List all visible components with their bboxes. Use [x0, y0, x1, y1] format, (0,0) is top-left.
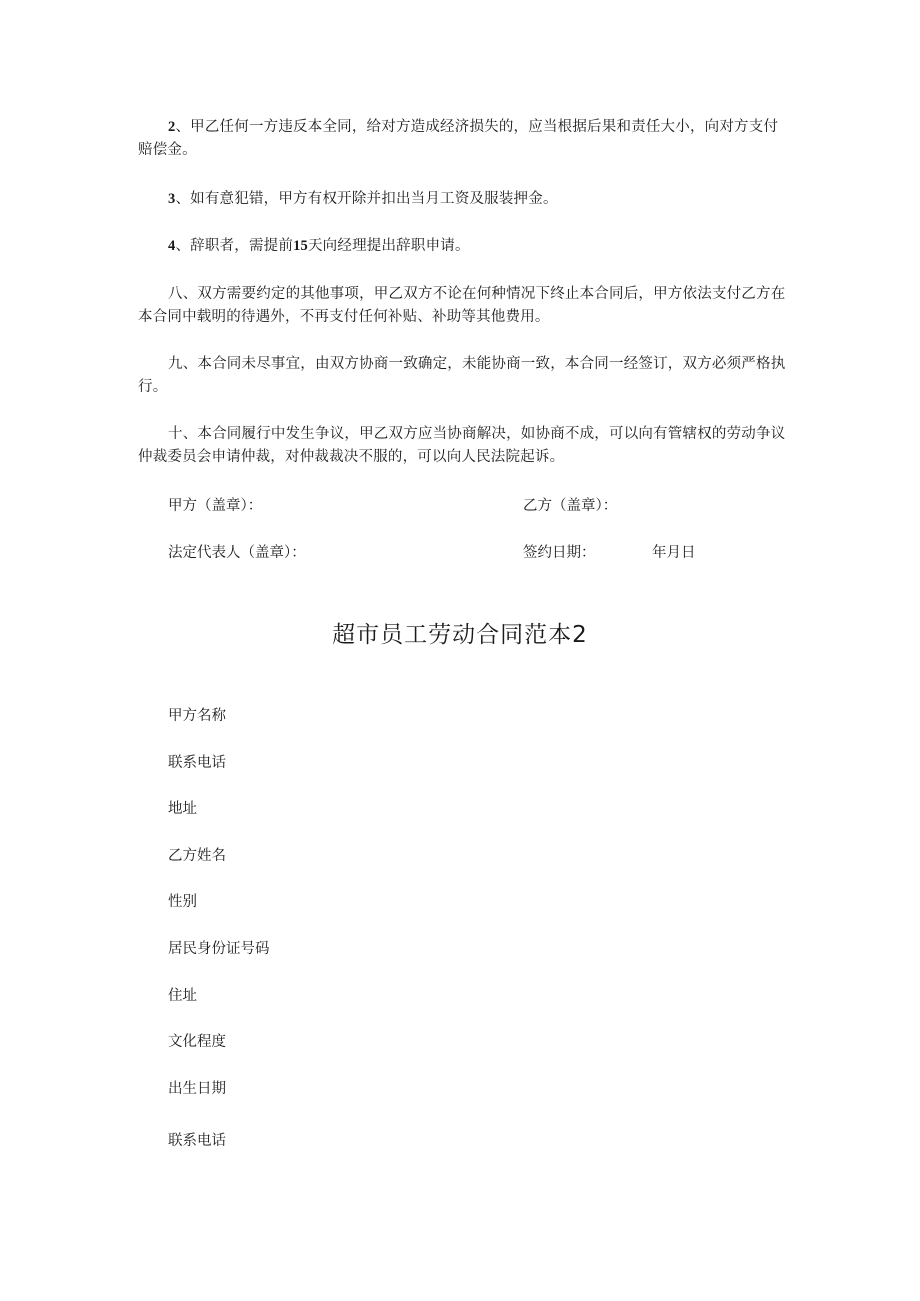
field-address: 地址: [168, 801, 197, 817]
article-10: 十、本合同履行中发生争议，甲乙双方应当协商解决，如协商不成，可以向有管辖权的劳动争议仲裁委员会申请仲裁，对仲裁裁决不服的，可以向人民法院起诉。: [138, 426, 786, 465]
clause-number: 4: [168, 238, 176, 254]
party-a-seal: 甲方（盖章）：: [168, 498, 263, 514]
field-contact-phone-2: 联系电话: [168, 1133, 226, 1149]
clause-2: [138, 116, 786, 162]
article-9: 九、本合同未尽事宜，由双方协商一致确定，未能协商一致，本合同一经签订，双方必须严格执行。: [138, 356, 786, 395]
field-contact-phone: 联系电话: [168, 755, 226, 771]
field-party-a-name: 甲方名称: [168, 708, 226, 724]
section-title: 超市员工劳动合同范本2: [332, 622, 588, 648]
field-residence: 住址: [168, 988, 197, 1004]
legal-representative-seal: 法定代表人（盖章）：: [168, 545, 306, 561]
sign-date-value: 年月日: [652, 545, 696, 561]
clause-days: 15: [293, 238, 308, 254]
clause-number: 3: [168, 191, 176, 207]
clause-text: 、甲乙任何一方违反本全同，给对方造成经济损失的，应当根据后果和责任大小，向对方支付赔偿金。: [138, 119, 779, 158]
sign-date-label: 签约日期：: [523, 545, 596, 561]
party-b-seal: 乙方（盖章）：: [523, 498, 618, 514]
field-gender: 性别: [168, 894, 197, 910]
clause-text: 、如有意犯错，甲方有权开除并扣出当月工资及服装押金。: [175, 191, 558, 207]
clause-number: 2: [168, 119, 176, 135]
field-party-b-name: 乙方姓名: [168, 848, 226, 864]
clause-text: 、辞职者，需提前: [175, 238, 294, 254]
article-8: 八、双方需要约定的其他事项，甲乙双方不论在何种情况下终止本合同后，甲方依法支付乙方在本合同中载明的待遇外，不再支付任何补贴、补助等其他费用。: [138, 286, 786, 325]
clause-text: 天向经理提出辞职申请。: [307, 238, 470, 254]
field-id-number: 居民身份证号码: [168, 941, 270, 957]
clause-4: [138, 235, 786, 258]
clause-3: [138, 188, 786, 211]
field-birth-date: 出生日期: [168, 1081, 226, 1097]
field-education: 文化程度: [168, 1034, 226, 1050]
